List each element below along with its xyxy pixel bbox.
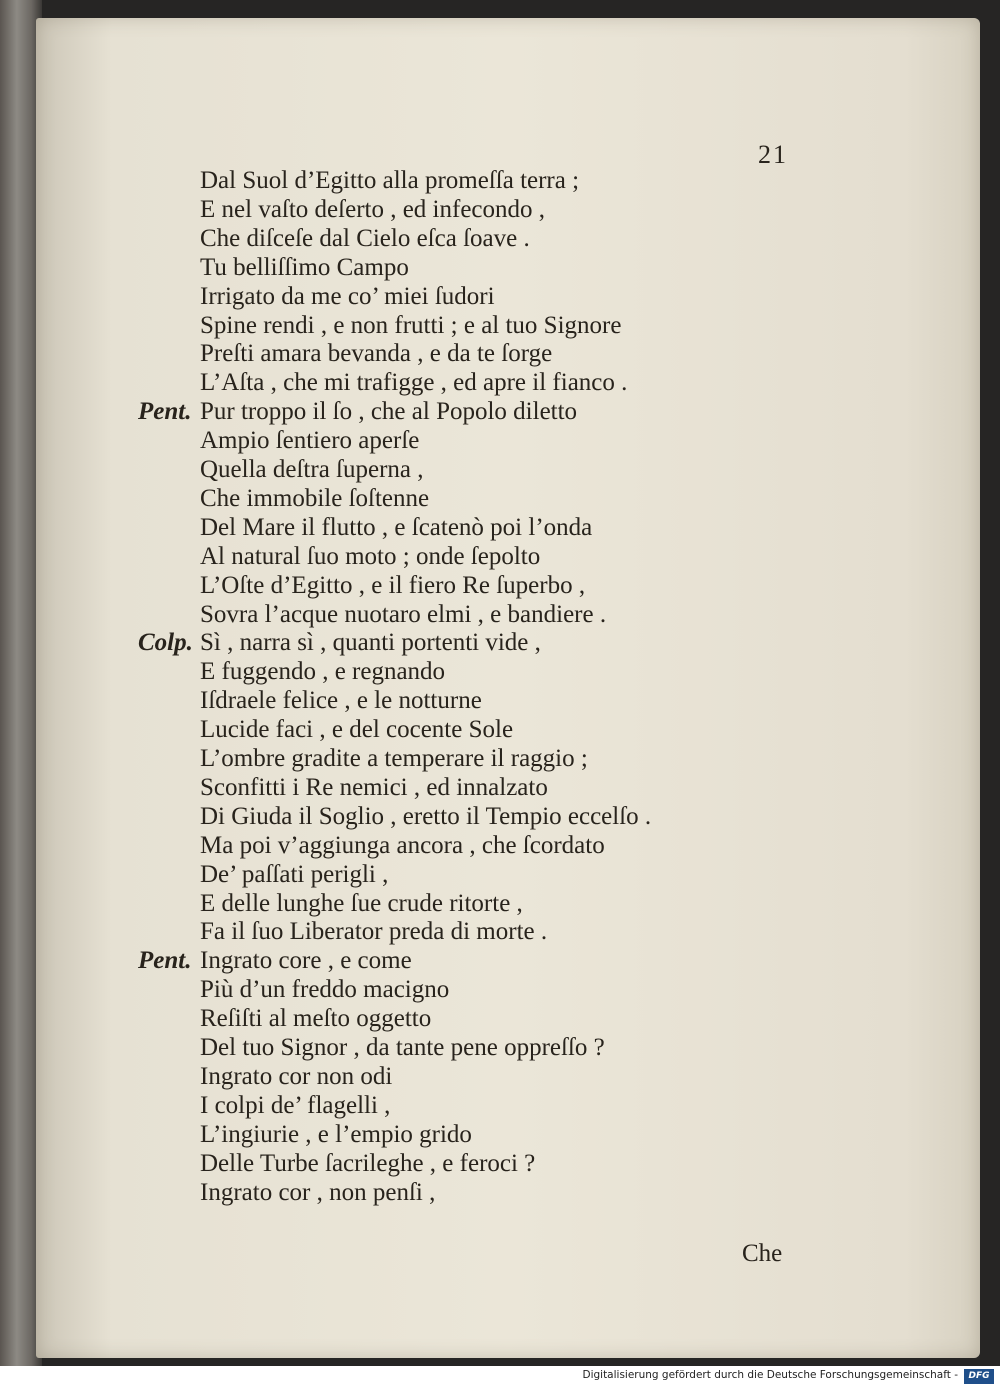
verse-line	[200, 833, 605, 858]
page-number: 21	[758, 140, 788, 169]
verse-line-text: L’Aſta , che mi trafigge , ed apre il fianco .	[200, 369, 628, 397]
verse-line-text: Delle Turbe ſacrileghe , e feroci ?	[200, 1149, 536, 1177]
verse-line	[200, 1093, 390, 1118]
verse-line	[200, 168, 579, 193]
speaker-label: Pent.	[138, 398, 192, 426]
verse-line-text: Iſdraele felice , e le notturne	[200, 687, 482, 715]
book-page	[36, 18, 980, 1358]
verse-line	[200, 1006, 431, 1031]
speaker-label: Colp.	[138, 629, 193, 657]
speaker-label: Pent.	[138, 947, 192, 975]
verse-line	[200, 1122, 472, 1147]
verse-line	[200, 1064, 392, 1089]
verse-line-text: Ingrato core , e come	[200, 947, 412, 975]
verse-line-text: Ma poi v’aggiunga ancora , che ſcordato	[200, 831, 605, 859]
verse-line	[200, 1180, 435, 1205]
verse-line-text: E delle lunghe ſue crude ritorte ,	[200, 889, 523, 917]
verse-line	[200, 341, 552, 366]
verse-line-text: E fuggendo , e regnando	[200, 658, 446, 686]
verse-line-text: Ampio ſentiero aperſe	[200, 427, 420, 455]
verse-line	[138, 398, 578, 426]
catchword: Che	[742, 1240, 783, 1267]
verse-line	[200, 977, 449, 1002]
verse-line-text: Del Mare il flutto , e ſcatenò poi l’onda	[200, 513, 593, 541]
verse-line	[200, 659, 445, 684]
verse-line-text: Di Giuda il Soglio , eretto il Tempio eccelſo .	[200, 802, 652, 830]
verse-line	[200, 515, 592, 540]
verse-line	[200, 1151, 535, 1176]
verse-line	[138, 629, 541, 657]
verse-line-text: Sconfitti i Re nemici , ed innalzato	[200, 773, 548, 801]
verse-line	[200, 573, 585, 598]
verse-line	[200, 284, 495, 309]
verse-line	[200, 486, 429, 511]
verse-line-text: E nel vaſto deſerto , ed infecondo ,	[200, 195, 546, 223]
verse-line	[200, 746, 588, 771]
verse-line	[200, 717, 513, 742]
verse-line-text: Al natural ſuo moto ; onde ſepolto	[200, 542, 541, 570]
verse-line-text: Sì , narra sì , quanti portenti vide ,	[200, 629, 541, 657]
verse-line-text: Irrigato da me co’ miei ſudori	[200, 282, 495, 310]
verse-line-text: Più d’un freddo macigno	[200, 976, 450, 1004]
verse-line-text: De’ paſſati perigli ,	[200, 860, 389, 888]
verse-line	[200, 428, 419, 453]
verse-line	[200, 919, 547, 944]
verse-line-text: Dal Suol d’Egitto alla promeſſa terra ;	[200, 167, 580, 194]
verse-line-text: Fa il ſuo Liberator preda di morte .	[200, 918, 548, 946]
verse-line-text: Lucide faci , e del cocente Sole	[200, 716, 514, 744]
verse-line-text: Spine rendi , e non frutti ; e al tuo Signore	[200, 311, 622, 339]
verse-line	[200, 313, 621, 338]
verse-line-text: Sovra l’acque nuotaro elmi , e bandiere .	[200, 600, 607, 628]
verse-line-text: L’ombre gradite a temperare il raggio ;	[200, 745, 588, 772]
verse-line-text: Tu belliſſimo Campo	[200, 253, 409, 281]
verse-line	[200, 197, 545, 222]
verse-line	[200, 602, 606, 627]
verse-line	[138, 947, 412, 975]
verse-line	[200, 457, 424, 482]
verse-line-text: Che diſceſe dal Cielo eſca ſoave .	[200, 224, 530, 252]
verse-line	[200, 862, 388, 887]
funding-notice: Digitalisierung gefördert durch die Deutsche Forschungsgemeinschaft -	[582, 1369, 958, 1381]
digitization-footer	[0, 1366, 1000, 1388]
verse-line-text: I colpi de’ flagelli ,	[200, 1091, 391, 1119]
verse-line	[200, 370, 627, 395]
verse-line-text: Ingrato cor , non penſi ,	[200, 1178, 436, 1206]
verse-line	[200, 255, 409, 280]
verse-line-text: Preſti amara bevanda , e da te ſorge	[200, 340, 553, 368]
verse-line	[200, 688, 482, 713]
verse-line-text: Del tuo Signor , da tante pene oppreſſo ?	[200, 1034, 605, 1061]
verse-line-text: Pur troppo il ſo , che al Popolo diletto	[200, 398, 578, 426]
verse-line	[200, 1035, 605, 1060]
dfg-logo: DFG	[964, 1369, 994, 1384]
verse-line-text: L’ingiurie , e l’empio grido	[200, 1120, 472, 1148]
verse-line-text: L’Oſte d’Egitto , e il fiero Re ſuperbo ,	[200, 571, 586, 599]
verse-line-text: Ingrato cor non odi	[200, 1062, 393, 1090]
verse-line	[200, 226, 530, 251]
verse-line	[200, 544, 540, 569]
verse-line-text: Che immobile ſoſtenne	[200, 484, 430, 512]
verse-line	[200, 775, 548, 800]
verse-line-text: Reſiſti al meſto oggetto	[200, 1005, 432, 1033]
verse-line	[200, 804, 651, 829]
verse-line-text: Quella deſtra ſuperna ,	[200, 456, 424, 483]
verse-line	[200, 891, 523, 916]
